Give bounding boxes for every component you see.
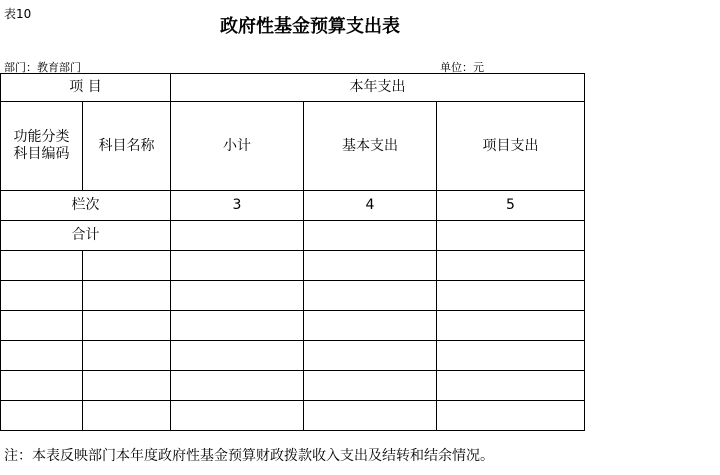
table-cell <box>437 251 585 281</box>
table-row <box>1 341 585 371</box>
table-cell <box>171 401 304 431</box>
table-cell <box>171 251 304 281</box>
header-project: 项目支出 <box>437 102 585 191</box>
column-number-project: 5 <box>437 191 585 221</box>
table-cell <box>437 341 585 371</box>
table-cell <box>304 341 437 371</box>
table-cell <box>83 311 171 341</box>
table-cell <box>304 371 437 401</box>
header-item: 项 目 <box>1 74 171 102</box>
unit-label: 单位：元 <box>440 61 484 74</box>
department-label: 部门：教育部门 <box>4 61 81 74</box>
table-cell <box>437 401 585 431</box>
table-cell <box>171 341 304 371</box>
header-subject-name: 科目名称 <box>83 102 171 191</box>
table-row <box>1 401 585 431</box>
header-basic: 基本支出 <box>304 102 437 191</box>
document-title: 政府性基金预算支出表 <box>220 16 400 37</box>
header-current-year: 本年支出 <box>171 74 585 102</box>
column-number-subtotal: 3 <box>171 191 304 221</box>
table-cell <box>1 311 83 341</box>
table-cell <box>437 281 585 311</box>
table-cell <box>171 311 304 341</box>
table-cell <box>83 401 171 431</box>
header-row-1 <box>1 74 585 102</box>
table-row <box>1 281 585 311</box>
column-number-row <box>1 191 585 221</box>
table-number: 表10 <box>4 7 32 21</box>
table-cell <box>171 371 304 401</box>
table-cell <box>83 251 171 281</box>
header-row-2 <box>1 102 585 191</box>
header-function-code: 功能分类科目编码 <box>1 102 83 191</box>
table-row <box>1 251 585 281</box>
table-cell <box>83 341 171 371</box>
footnote: 注：本表反映部门本年度政府性基金预算财政拨款收入支出及结转和结余情况。 <box>4 448 494 464</box>
table-row <box>1 311 585 341</box>
table-cell <box>171 281 304 311</box>
header-subtotal: 小计 <box>171 102 304 191</box>
table-row <box>1 371 585 401</box>
table-cell <box>1 251 83 281</box>
table-cell <box>437 371 585 401</box>
total-subtotal-cell <box>171 221 304 251</box>
table-cell <box>304 401 437 431</box>
column-number-basic: 4 <box>304 191 437 221</box>
table-cell <box>304 281 437 311</box>
total-basic-cell <box>304 221 437 251</box>
table-cell <box>304 251 437 281</box>
total-row <box>1 221 585 251</box>
total-project-cell <box>437 221 585 251</box>
table-cell <box>437 311 585 341</box>
table-cell <box>304 311 437 341</box>
total-label: 合计 <box>1 221 171 251</box>
table-cell <box>83 371 171 401</box>
table-cell <box>1 341 83 371</box>
column-number-label: 栏次 <box>1 191 171 221</box>
table-cell <box>1 371 83 401</box>
table-cell <box>83 281 171 311</box>
table-cell <box>1 281 83 311</box>
budget-expenditure-table <box>0 73 585 431</box>
table-cell <box>1 401 83 431</box>
